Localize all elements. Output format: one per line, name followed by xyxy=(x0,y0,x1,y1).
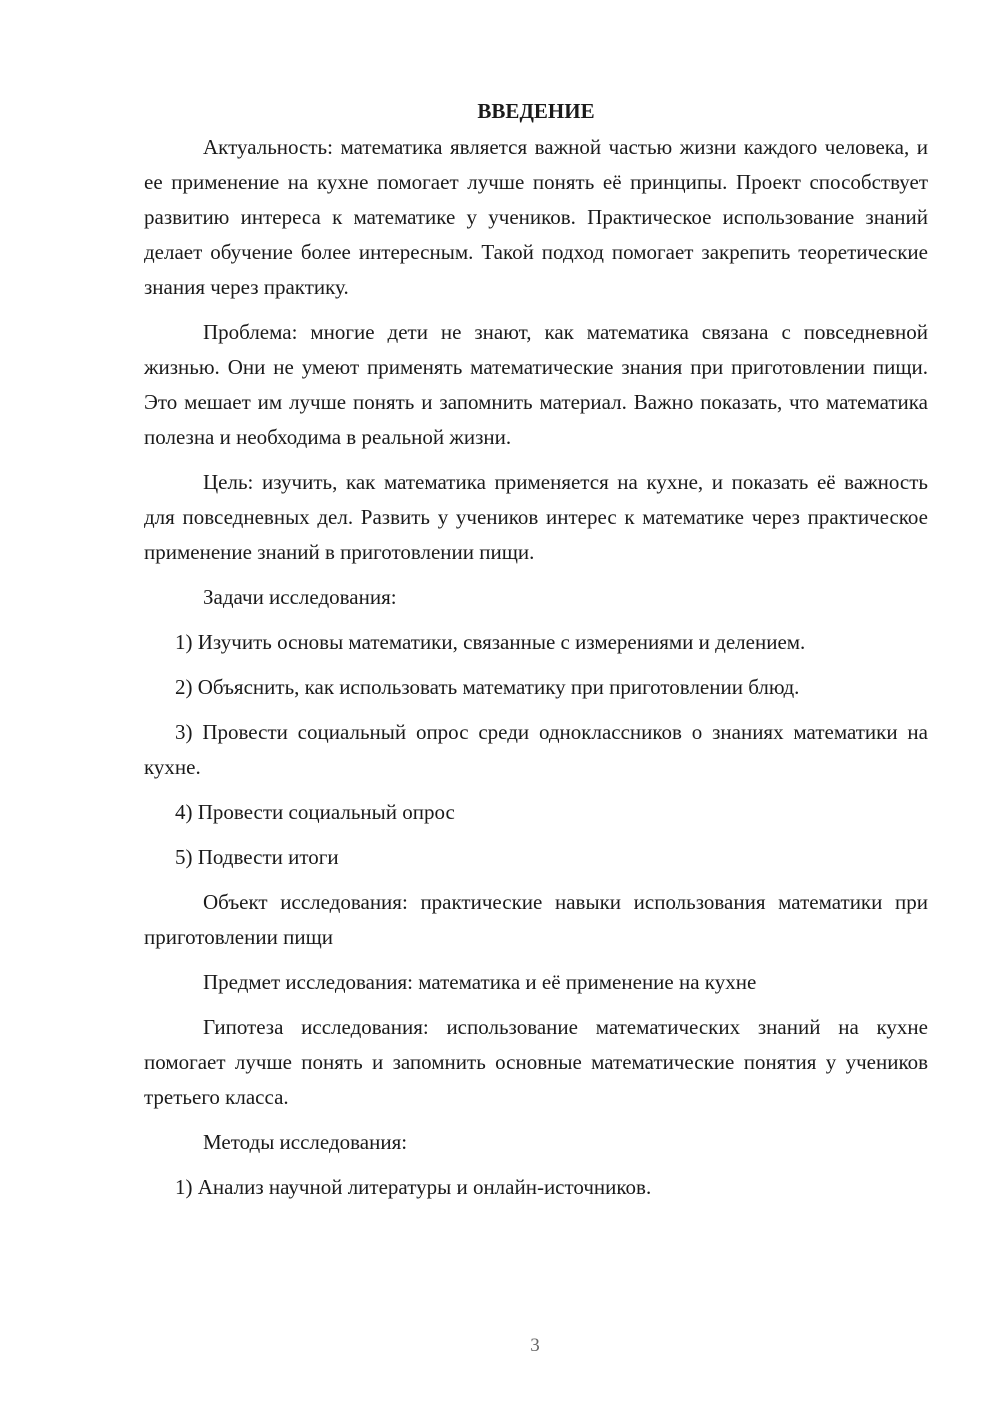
tasks-heading: Задачи исследования: xyxy=(203,585,397,609)
paragraph-object: Объект исследования: практические навыки использования математики при приготовлении пищи xyxy=(144,890,928,949)
task-item-3: 3) Провести социальный опрос среди одноклассников о знаниях математики на кухне. xyxy=(144,720,928,779)
page-title: ВВЕДЕНИЕ xyxy=(477,99,595,123)
paragraph-problem: Проблема: многие дети не знают, как математика связана с повседневной жизнью. Они не умеют применять математические знания при приготовлении пищи. Это мешает им лучше понять и запомнить материал. Важно показать, что математика полезна и необходима в реальной жизни. xyxy=(144,320,928,449)
paragraph-subject: Предмет исследования: математика и её применение на кухне xyxy=(203,970,757,994)
task-item-2: 2) Объяснить, как использовать математику при приготовлении блюд. xyxy=(175,675,800,699)
task-item-5: 5) Подвести итоги xyxy=(175,845,339,869)
paragraph-relevance: Актуальность: математика является важной частью жизни каждого человека, и ее применение на кухне помогает лучше понять её принципы. Проект способствует развитию интереса к математике у учеников. Практическое использование знаний делает обучение более интересным. Такой подход помогает закрепить теоретические знания через практику. xyxy=(144,135,928,299)
methods-heading: Методы исследования: xyxy=(203,1130,408,1154)
paragraph-hypothesis: Гипотеза исследования: использование математических знаний на кухне помогает лучше понять и запомнить основные математические понятия у учеников третьего класса. xyxy=(144,1015,928,1109)
document-page xyxy=(144,96,928,1205)
task-item-4: 4) Провести социальный опрос xyxy=(175,800,455,824)
task-item-1: 1) Изучить основы математики, связанные с измерениями и делением. xyxy=(175,630,806,654)
paragraph-goal: Цель: изучить, как математика применяется на кухне, и показать её важность для повседневных дел. Развить у учеников интерес к математике через практическое применение знаний в приготовлении пищи. xyxy=(144,470,928,564)
page-number: 3 xyxy=(530,1335,540,1356)
method-item-1: 1) Анализ научной литературы и онлайн-источников. xyxy=(175,1175,652,1199)
